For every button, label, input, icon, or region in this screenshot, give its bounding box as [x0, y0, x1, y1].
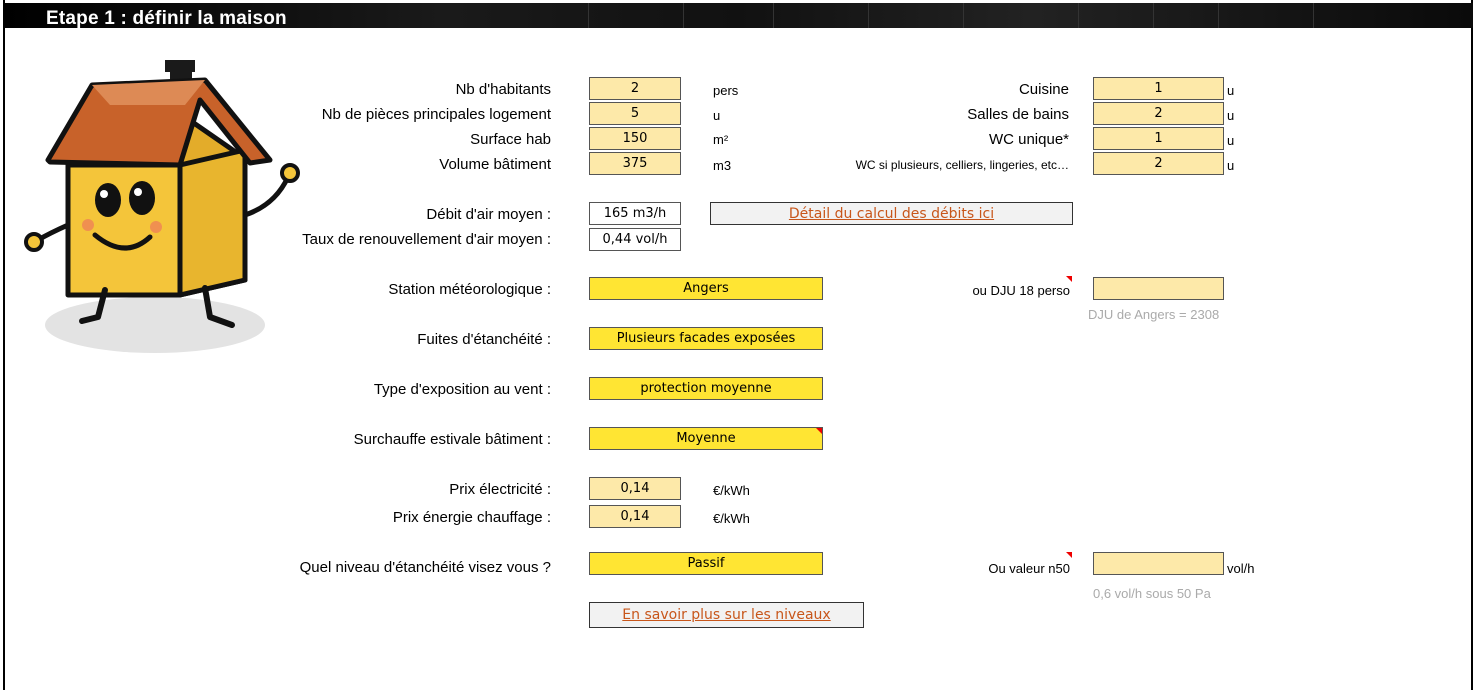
station-select[interactable]: Angers: [589, 277, 823, 300]
detail-calcul-link[interactable]: [710, 202, 1073, 225]
cuisine-input[interactable]: 1: [1093, 77, 1224, 100]
wc-label: WC unique*: [988, 131, 1069, 148]
sdb-label: Salles de bains: [967, 106, 1069, 123]
sdb-unit: u: [1227, 108, 1235, 123]
habitants-input[interactable]: 2: [589, 77, 681, 100]
sdb-input[interactable]: 2: [1093, 102, 1224, 125]
surface-label: Surface hab: [470, 131, 551, 148]
house-mascot-illustration: [20, 55, 310, 360]
wc-input[interactable]: 1: [1093, 127, 1224, 150]
fuites-label: Fuites d'étanchéité :: [417, 331, 551, 348]
taux-label: Taux de renouvellement d'air moyen :: [302, 231, 551, 248]
other-rooms-input[interactable]: 2: [1093, 152, 1224, 175]
niveaux-link[interactable]: [589, 602, 864, 628]
surface-unit: m²: [713, 132, 729, 147]
pieces-input[interactable]: 5: [589, 102, 681, 125]
debit-label: Débit d'air moyen :: [426, 206, 551, 223]
wc-unit: u: [1227, 133, 1235, 148]
surchauffe-select[interactable]: Moyenne: [589, 427, 823, 450]
exposition-label: Type d'exposition au vent :: [373, 381, 551, 398]
prix-chauf-label: Prix énergie chauffage :: [392, 509, 551, 526]
prix-chauf-unit: €/kWh: [713, 511, 750, 526]
surchauffe-label: Surchauffe estivale bâtiment :: [353, 431, 551, 448]
dju-label: ou DJU 18 perso: [972, 283, 1070, 298]
n50-unit: vol/h: [1227, 561, 1255, 576]
page-title: Etape 1 : définir la maison: [46, 8, 287, 29]
debit-value: 165 m3/h: [589, 202, 681, 225]
station-label: Station météorologique :: [388, 281, 551, 298]
n50-label: Ou valeur n50: [988, 561, 1070, 576]
prix-elec-label: Prix électricité :: [449, 481, 551, 498]
pieces-label: Nb de pièces principales logement: [321, 106, 551, 123]
exposition-select[interactable]: protection moyenne: [589, 377, 823, 400]
pieces-unit: u: [713, 108, 721, 123]
niveaux-link-text[interactable]: En savoir plus sur les niveaux: [622, 607, 831, 623]
habitants-label: Nb d'habitants: [455, 81, 551, 98]
etancheite-label: Quel niveau d'étanchéité visez vous ?: [299, 559, 551, 576]
detail-calcul-link-text[interactable]: Détail du calcul des débits ici: [788, 205, 995, 222]
prix-chauf-input[interactable]: 0,14: [589, 505, 681, 528]
taux-value: 0,44 vol/h: [589, 228, 681, 251]
dju-input[interactable]: [1093, 277, 1224, 300]
other-rooms-unit: u: [1227, 158, 1235, 173]
fuites-select[interactable]: Plusieurs facades exposées: [589, 327, 823, 350]
n50-note: 0,6 vol/h sous 50 Pa: [1093, 586, 1211, 601]
etancheite-select[interactable]: Passif: [589, 552, 823, 575]
volume-unit: m3: [713, 158, 732, 173]
comment-marker: [1066, 552, 1072, 558]
header-bar: [3, 3, 1473, 28]
prix-elec-input[interactable]: 0,14: [589, 477, 681, 500]
cuisine-unit: u: [1227, 83, 1235, 98]
prix-elec-unit: €/kWh: [713, 483, 750, 498]
surface-input[interactable]: 150: [589, 127, 681, 150]
n50-input[interactable]: [1093, 552, 1224, 575]
comment-marker: [1066, 276, 1072, 282]
volume-input[interactable]: 375: [589, 152, 681, 175]
cuisine-label: Cuisine: [1018, 81, 1069, 98]
habitants-unit: pers: [713, 83, 739, 98]
volume-label: Volume bâtiment: [439, 156, 551, 173]
dju-note: DJU de Angers = 2308: [1088, 307, 1220, 322]
other-rooms-label: WC si plusieurs, celliers, lingeries, etc…: [855, 158, 1069, 172]
